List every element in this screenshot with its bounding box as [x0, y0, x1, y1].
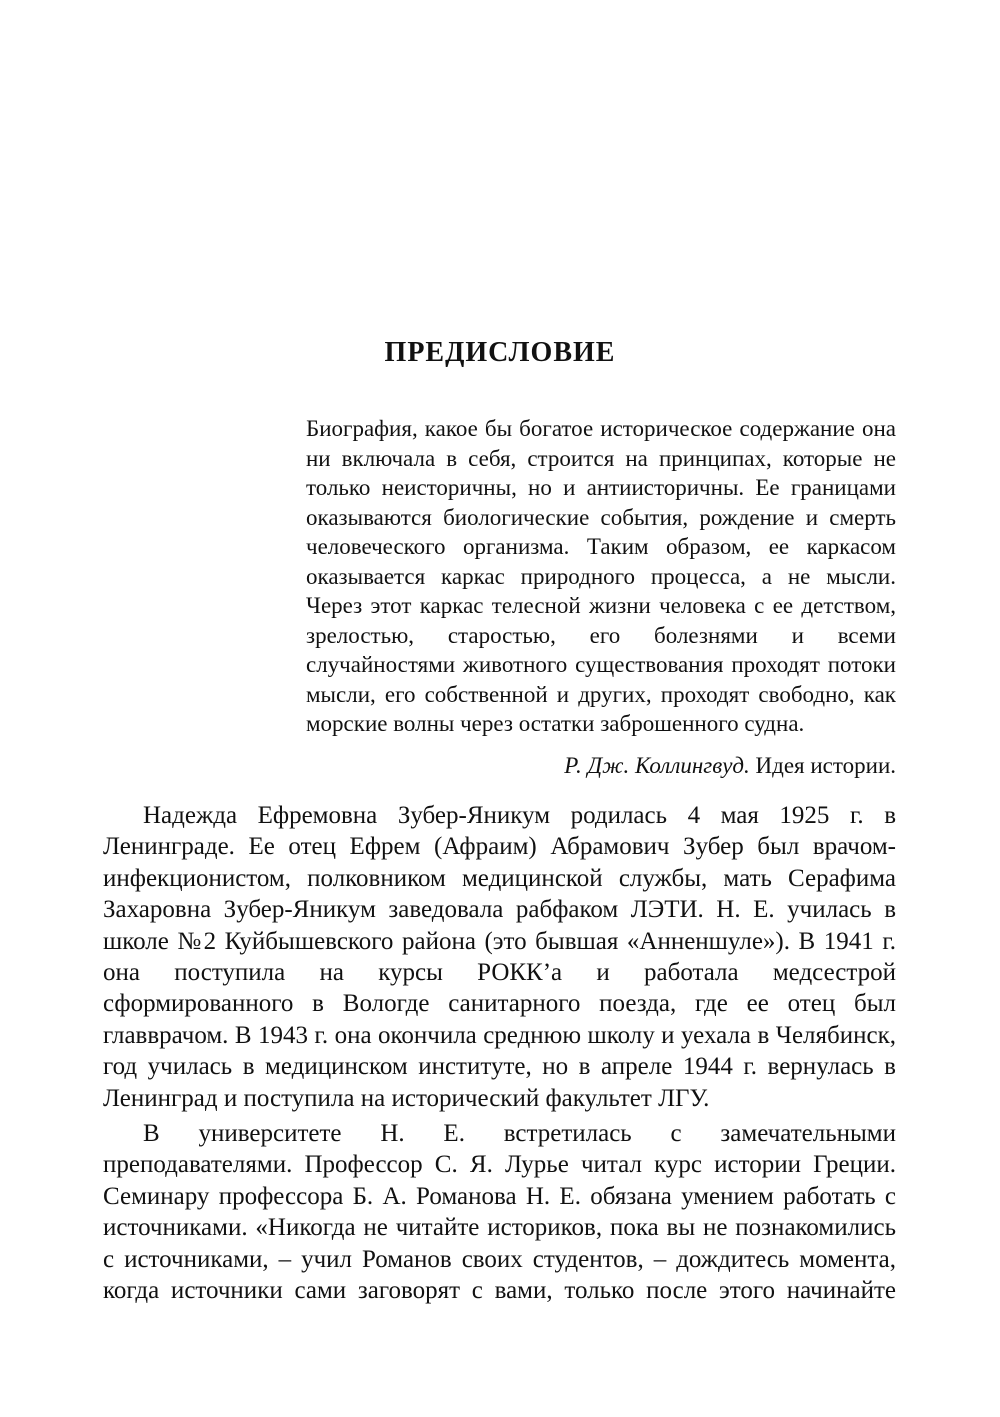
- epigraph-author: Р. Дж. Коллингвуд.: [564, 752, 750, 778]
- epigraph: [306, 414, 896, 780]
- epigraph-text: Биография, какое бы богатое историческое содержание она ни включала в себя, строится на принципах, которые не только неисторичны, но и антиисторичны. Ее границами оказываются биологические события, рождение и смерть человеческого организма. Таким образом, ее каркасом оказывается каркас природного процесса, а не мысли. Через этот каркас телесной жизни человека с ее детством, зрелостью, старостью, его болезнями и всеми случайностями животного существования проходят потоки мысли, его собственной и других, проходят свободно, как морские волны через остатки заброшенного судна.: [306, 416, 896, 736]
- page-title: ПРЕДИСЛОВИЕ: [384, 336, 616, 368]
- epigraph-attribution: [306, 751, 896, 781]
- epigraph-work: Идея истории.: [755, 752, 896, 778]
- main-text: [103, 800, 896, 1307]
- paragraph-2: В университете Н. Е. встретилась с замечательными преподавателями. Профессор С. Я. Лурье читал курс истории Греции. Семинару профессора Б. А. Романова Н. Е. обязана умением работать с источниками. «Никогда не читайте историков, пока вы не познакомились с источниками, – учил Романов своих студентов, – дождитесь момента, когда источники сами заговорят с вами, только после этого начинайте: [103, 1120, 896, 1305]
- paragraph-1: Надежда Ефремовна Зубер-Яникум родилась 4 мая 1925 г. в Ленинграде. Ее отец Ефрем (Афраим) Абрамович Зубер был врачом-инфекционистом, полковником медицинской службы, мать Серафима Захаровна Зубер-Яникум заведовала рабфаком ЛЭТИ. Н. Е. училась в школе №2 Куйбышевского района (это бывшая «Анненшуле»). В 1941 г. она поступила на курсы РОКК’а и работала медсестрой сформированного в Вологде санитарного поезда, где ее отец был главврачом. В 1943 г. она окончила среднюю школу и уехала в Челябинск, год училась в медицинском институте, но в апреле 1944 г. вернулась в Ленинград и поступила на исторический факультет ЛГУ.: [103, 802, 896, 1112]
